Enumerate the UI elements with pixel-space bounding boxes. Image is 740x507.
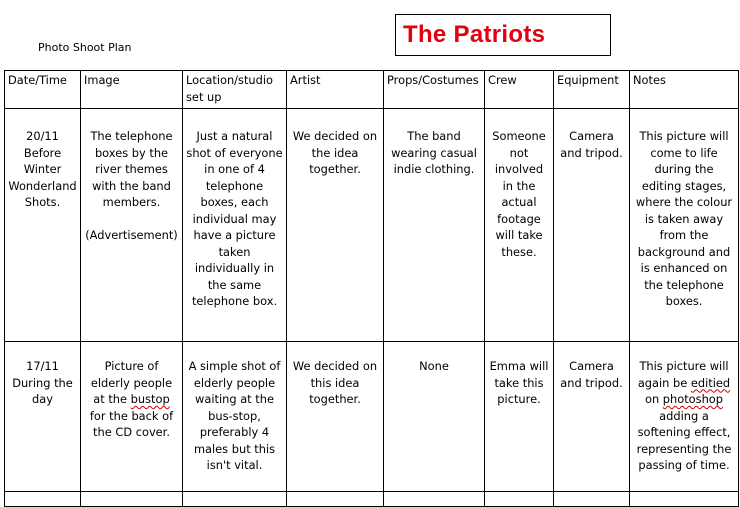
empty-cell	[183, 492, 287, 507]
props-cell: None	[384, 342, 485, 492]
column-header: Equipment	[554, 71, 630, 109]
image-text: The telephone boxes by the river themes with the band members.	[90, 129, 173, 209]
column-header: Location/studio set up	[183, 71, 287, 109]
empty-cell	[630, 492, 739, 507]
notes-text: adding a softening effect, representing the passing of time.	[636, 408, 732, 472]
image-note: (Advertisement)	[85, 227, 178, 242]
empty-cell	[384, 492, 485, 507]
table-header-row	[5, 71, 739, 109]
location-cell: Just a natural shot of everyone in one of 4 telephone boxes, each individual may have a picture taken individually in the same telephone box.	[183, 109, 287, 342]
empty-cell	[5, 492, 81, 507]
misspelled-word: photoshop	[662, 392, 724, 406]
artist-cell: We decided on this idea together.	[287, 342, 384, 492]
table-row	[5, 342, 739, 492]
band-name: The Patriots	[403, 21, 546, 48]
empty-cell	[81, 492, 183, 507]
misspelled-word: editied	[690, 375, 731, 390]
column-header: Props/Costumes	[384, 71, 485, 109]
image-text: for the back of the CD cover.	[89, 408, 174, 439]
image-cell	[81, 109, 183, 342]
artist-cell: We decided on the idea together.	[287, 109, 384, 342]
image-text: Picture of elderly people at the	[90, 359, 173, 406]
column-header: Date/Time	[5, 71, 81, 109]
column-header: Notes	[630, 71, 739, 109]
column-header: Artist	[287, 71, 384, 109]
crew-cell: Someone not involved in the actual footage will take these.	[485, 109, 554, 342]
notes-text: on	[644, 392, 660, 406]
photo-shoot-plan-table	[4, 70, 739, 507]
empty-cell	[485, 492, 554, 507]
notes-text: This picture will again be	[637, 359, 729, 390]
document-title: Photo Shoot Plan	[38, 41, 132, 54]
crew-cell: Emma will take this picture.	[485, 342, 554, 492]
column-header: Image	[81, 71, 183, 109]
image-cell	[81, 342, 183, 492]
misspelled-word: bustop	[130, 392, 170, 406]
table-row-empty	[5, 492, 739, 507]
date-cell: 17/11 During the day	[5, 342, 81, 492]
equipment-cell: Camera and tripod.	[554, 109, 630, 342]
column-header: Crew	[485, 71, 554, 109]
location-cell: A simple shot of elderly people waiting at the bus-stop, preferably 4 males but this isn't vital.	[183, 342, 287, 492]
band-name-box	[395, 14, 611, 56]
notes-cell: This picture will come to life during the editing stages, where the colour is taken away from the background and is enhanced on the telephone boxes.	[630, 109, 739, 342]
date-cell: 20/11 Before Winter Wonderland Shots.	[5, 109, 81, 342]
table-row	[5, 109, 739, 342]
empty-cell	[554, 492, 630, 507]
equipment-cell: Camera and tripod.	[554, 342, 630, 492]
props-cell: The band wearing casual indie clothing.	[384, 109, 485, 342]
notes-cell	[630, 342, 739, 492]
empty-cell	[287, 492, 384, 507]
